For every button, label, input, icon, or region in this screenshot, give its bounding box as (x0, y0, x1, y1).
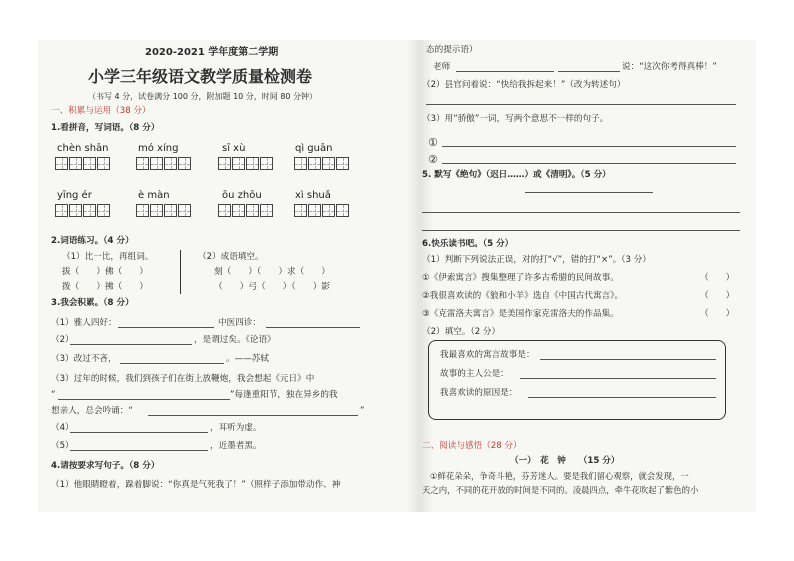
teacher-quote: 说：“这次你考得真棒！” (622, 62, 717, 72)
answer-line[interactable] (422, 230, 740, 231)
box-line-2: 故事的主人公是： (440, 369, 509, 379)
question-3-6b: ，近墨者黑。 (210, 441, 262, 451)
answer-paren-3[interactable]: （ ） (700, 309, 735, 319)
question-4-1-cont: 态的提示语） (426, 45, 478, 55)
question-3-4a: （3）过年的时候，我们到孩子们在街上放鞭炮，我会想起《元日》中 (51, 374, 315, 384)
question-3-5: （4） (51, 423, 74, 433)
teacher-label: 老师 (433, 62, 451, 72)
question-6: 6.快乐读书吧。（5 分） (422, 239, 514, 249)
answer-line[interactable] (442, 146, 736, 147)
question-4-2: （2）县官问着说：“快给我拆起来！”（改为转述句） (422, 80, 626, 90)
answer-line[interactable] (70, 450, 208, 451)
question-3-3b: 。——苏轼 (226, 354, 269, 364)
answer-line[interactable] (528, 397, 716, 398)
question-3-4c: ”每逢重阳节，独在异乡的我 (230, 390, 338, 400)
answer-paren-2[interactable]: （ ） (700, 291, 735, 301)
question-3-2b: ，是谓过矣。《论语》 (194, 335, 276, 345)
question-3-2: （2） (51, 335, 74, 345)
compare-words-a[interactable]: 拔（ ）佛（ ） (62, 267, 148, 277)
year-line: 2020-2021 学年度第二学期 (145, 47, 279, 58)
answer-line[interactable] (120, 363, 224, 364)
pinyin-eman: è màn (138, 190, 170, 201)
question-2: 2.词语练习。（4 分） (51, 236, 134, 246)
question-5: 5. 默写《绝句》（迟日……）或《清明》。（5 分） (422, 170, 611, 180)
pinyin-ouzhou: ōu zhōu (222, 190, 262, 201)
answer-line[interactable] (525, 192, 653, 193)
answer-line[interactable] (558, 71, 620, 72)
answer-paren-1[interactable]: （ ） (700, 273, 735, 283)
question-2-2: （2）成语填空。 (198, 252, 264, 262)
question-6-1: （1）判断下列说法正误，对的打“√”，错的打“×”。（3 分） (422, 255, 651, 265)
question-3-4b: “ (51, 390, 56, 400)
box-line-1: 我最喜欢的寓言故事是： (440, 350, 535, 360)
answer-line[interactable] (520, 378, 716, 379)
pinyin-xishua: xì shuǎ (295, 190, 331, 201)
question-4: 4.请按要求写句子。（8 分） (51, 461, 160, 471)
pinyin-qiguan: qì guān (295, 143, 333, 154)
section-1-heading: 一、积累与运用（38 分） (51, 106, 151, 116)
answer-line[interactable] (540, 359, 716, 360)
answer-line[interactable] (456, 71, 554, 72)
answer-grid[interactable] (136, 204, 191, 217)
statement-2: ②我很喜欢读的《狼和小羊》选自《中国古代寓言》。 (422, 291, 624, 301)
question-3-4d: 想亲人，总会吟诵：“ (51, 406, 133, 416)
answer-line[interactable] (266, 327, 360, 328)
circle-1: ① (428, 136, 438, 149)
answer-line[interactable] (426, 104, 736, 105)
divider (180, 250, 181, 294)
question-4-3: （3）用“骄傲”一词，写两个意思不一样的句子。 (422, 114, 609, 124)
answer-line[interactable] (422, 212, 740, 213)
question-3-3: （3）改过不吝， (51, 354, 117, 364)
page-title: 小学三年级语文教学质量检测卷 (88, 67, 313, 86)
question-3-1a: （1）雅人四好： (51, 318, 117, 328)
subtitle: （书写 4 分，试卷满分 100 分，附加题 10 分，时间 80 分钟） (88, 92, 318, 101)
answer-line[interactable] (58, 399, 230, 400)
pinyin-sixu: sī xù (222, 143, 246, 154)
pinyin-yinger: yīng ér (57, 190, 92, 201)
question-4-1: （1）他眼睛瞪着，跺着脚说：“你真是气死我了！”（照样子添加带动作、神 (51, 480, 341, 490)
question-1: 1.看拼音，写词语。（8 分） (51, 123, 160, 133)
idiom-fill-b[interactable]: （ ）弓（ ）（ ）影 (214, 282, 331, 292)
question-2-1: （1）比一比，再组词。 (62, 252, 154, 262)
answer-grid[interactable] (294, 157, 349, 170)
answer-line[interactable] (118, 327, 214, 328)
passage-line-2: 天之内，不同的花开放的时间是不同的。凌晨四点，牵牛花吹起了紫色的小 (422, 485, 699, 495)
answer-line[interactable] (70, 432, 208, 433)
passage-title: （一） 花 钟 （15 分） (510, 456, 620, 466)
answer-grid[interactable] (55, 204, 110, 217)
question-3-1b: 中医四诊： (218, 318, 261, 328)
question-3: 3.我会积累。（8 分） (51, 298, 134, 308)
answer-line[interactable] (442, 163, 736, 164)
question-3-6: （5） (51, 441, 74, 451)
pinyin-chenshan: chèn shān (57, 143, 109, 154)
pinyin-moxing: mó xíng (138, 143, 179, 154)
statement-3: ③《克雷洛夫寓言》是美国作家克雷洛夫的作品集。 (422, 309, 619, 319)
answer-line[interactable] (148, 415, 358, 416)
circle-2: ② (428, 153, 438, 166)
answer-grid[interactable] (218, 204, 273, 217)
question-6-2: （2）填空。（2 分） (422, 327, 501, 337)
answer-grid[interactable] (136, 157, 191, 170)
question-3-5b: ，耳听为虚。 (210, 423, 262, 433)
idiom-fill-a[interactable]: 刻（ ）（ ）求（ ） (214, 267, 331, 277)
passage-line-1: ①鲜花朵朵，争奇斗艳，芬芳迷人。要是我们留心观察，就会发现，一 (430, 471, 689, 481)
answer-grid[interactable] (218, 157, 273, 170)
statement-1: ①《伊索寓言》搜集整理了许多古希腊的民间故事。 (422, 273, 619, 283)
section-2-heading: 二、阅读与感悟（28 分） (422, 441, 522, 451)
compare-words-b[interactable]: 拨（ ）拂（ ） (62, 282, 148, 292)
answer-grid[interactable] (294, 204, 349, 217)
answer-line[interactable] (70, 344, 192, 345)
box-line-3: 我喜欢读的原因是： (440, 388, 518, 398)
answer-grid[interactable] (55, 157, 110, 170)
question-3-4e: ” (360, 406, 365, 416)
